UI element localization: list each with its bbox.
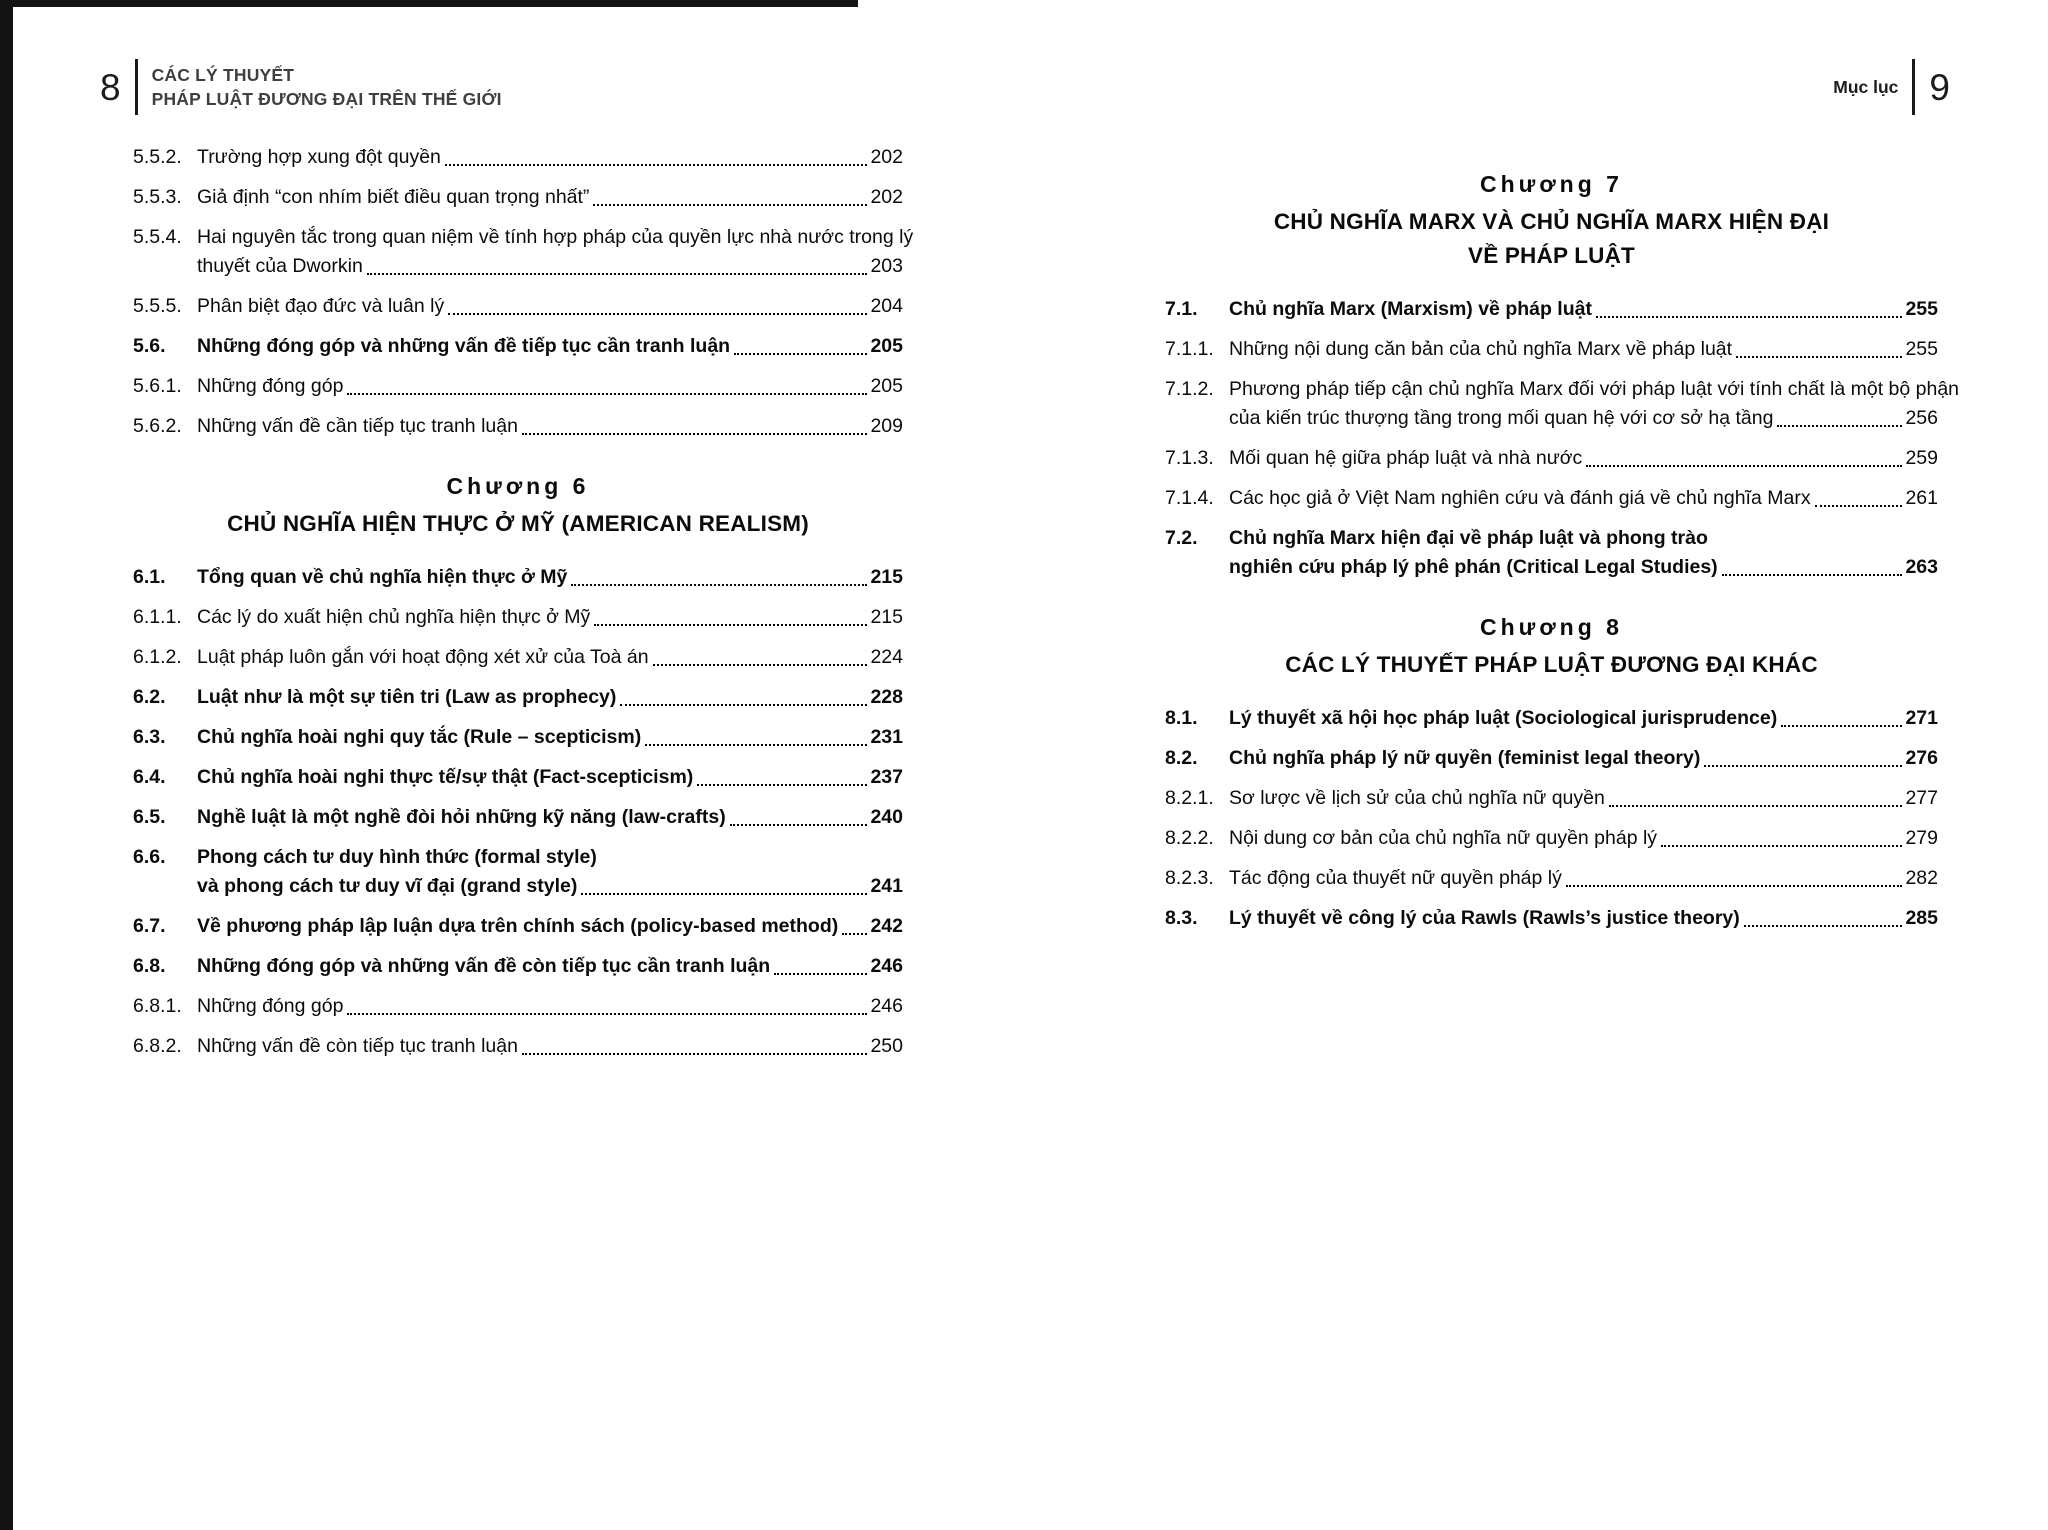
toc-entry-line bbox=[133, 763, 903, 792]
dot-leader bbox=[1661, 845, 1902, 847]
chapter-title-line: VỀ PHÁP LUẬT bbox=[1467, 243, 1635, 268]
toc-entry-line bbox=[1165, 553, 1938, 582]
toc-entry-number: 6.1.1. bbox=[133, 606, 182, 628]
toc-entry-number: 7.1.2. bbox=[1165, 378, 1214, 400]
toc-entry-number: 6.1.2. bbox=[133, 646, 182, 668]
toc-entry-number: 8.2.2. bbox=[1165, 827, 1214, 849]
toc-entry-text: Chủ nghĩa hoài nghi quy tắc (Rule – scepticism) bbox=[197, 726, 642, 748]
toc-entry-page: 279 bbox=[1905, 827, 1938, 849]
dot-leader bbox=[1781, 725, 1902, 727]
header-divider-left bbox=[135, 59, 138, 115]
toc-entry-number: 8.2. bbox=[1165, 747, 1198, 769]
dot-leader bbox=[1736, 356, 1902, 358]
toc-entry-text: Phân biệt đạo đức và luân lý bbox=[197, 295, 445, 317]
toc-entry bbox=[1165, 524, 1938, 582]
toc-entry-number: 5.5.3. bbox=[133, 186, 182, 208]
toc-entry-number: 6.8.1. bbox=[133, 995, 182, 1017]
toc-entry-text: Mối quan hệ giữa pháp luật và nhà nước bbox=[1229, 447, 1583, 469]
toc-entry-page: 271 bbox=[1905, 707, 1938, 729]
toc-entry-line bbox=[133, 292, 903, 321]
toc-entry-line bbox=[133, 872, 903, 901]
toc-entry-number: 7.1.4. bbox=[1165, 487, 1214, 509]
toc-entry-text: Chủ nghĩa hoài nghi thực tế/sự thật (Fact-scepticism) bbox=[197, 766, 694, 788]
toc-entry-line bbox=[1165, 524, 1938, 553]
toc-entry-text: Hai nguyên tắc trong quan niệm về tính hợp pháp của quyền lực nhà nước trong lý bbox=[197, 226, 914, 248]
page-number-right: 9 bbox=[1929, 66, 1950, 108]
toc-entry-page: 237 bbox=[870, 766, 903, 788]
toc-entry-line bbox=[133, 843, 903, 872]
toc-entry-page: 261 bbox=[1905, 487, 1938, 509]
toc-entry-text: Những đóng góp và những vấn đề tiếp tục cần tranh luận bbox=[197, 335, 731, 357]
dot-leader bbox=[1566, 885, 1903, 887]
toc-entry-number: 6.2. bbox=[133, 686, 166, 708]
toc-entry-page: 256 bbox=[1905, 407, 1938, 429]
toc-entry-line bbox=[1165, 704, 1938, 733]
toc-entry-text: Những nội dung căn bản của chủ nghĩa Marx về pháp luật bbox=[1229, 338, 1733, 360]
toc-entry-page: 241 bbox=[870, 875, 903, 897]
dot-leader bbox=[593, 204, 867, 206]
toc-entry bbox=[133, 603, 903, 632]
toc-entry-number: 5.5.4. bbox=[133, 226, 182, 248]
toc-entry bbox=[133, 292, 903, 321]
dot-leader bbox=[1596, 316, 1902, 318]
toc-entry bbox=[133, 332, 903, 361]
toc-entry-page: 282 bbox=[1905, 867, 1938, 889]
dot-leader bbox=[367, 273, 868, 275]
toc-entry-page: 246 bbox=[870, 955, 903, 977]
toc-entry bbox=[1165, 824, 1938, 853]
scan-edge-left bbox=[0, 0, 13, 1530]
toc-entry bbox=[133, 683, 903, 712]
toc-entry bbox=[1165, 444, 1938, 473]
toc-entry-text: Những đóng góp bbox=[197, 995, 344, 1017]
toc-entry-line bbox=[133, 143, 903, 172]
toc-entry-text: Những đóng góp và những vấn đề còn tiếp tục cần tranh luận bbox=[197, 955, 771, 977]
dot-leader bbox=[842, 933, 867, 935]
toc-entry-number: 7.2. bbox=[1165, 527, 1198, 549]
toc-entry-line bbox=[133, 992, 903, 1021]
toc-entry-line bbox=[1165, 444, 1938, 473]
chapter-heading bbox=[1165, 612, 1938, 682]
toc-entry-line bbox=[133, 563, 903, 592]
toc-entry-page: 276 bbox=[1905, 747, 1938, 769]
dot-leader bbox=[347, 1013, 867, 1015]
chapter-number: Chương 7 bbox=[1480, 171, 1623, 197]
toc-entry-line bbox=[1165, 864, 1938, 893]
chapter-number: Chương 6 bbox=[446, 473, 590, 499]
toc-entry-page: 240 bbox=[870, 806, 903, 828]
toc-entry-line bbox=[1165, 335, 1938, 364]
toc-entry-page: 215 bbox=[870, 606, 903, 628]
toc-entry-page: 202 bbox=[870, 186, 903, 208]
toc-entry-text: Các lý do xuất hiện chủ nghĩa hiện thực ở Mỹ bbox=[197, 606, 591, 628]
toc-entry-text: Chủ nghĩa pháp lý nữ quyền (feminist legal theory) bbox=[1229, 747, 1701, 769]
left-page-header bbox=[100, 55, 903, 119]
toc-entry-text: Nghề luật là một nghề đòi hỏi những kỹ năng (law-crafts) bbox=[197, 806, 726, 828]
toc-entry-number: 8.2.3. bbox=[1165, 867, 1214, 889]
toc-entry-line bbox=[133, 603, 903, 632]
toc-entry-text: Lý thuyết về công lý của Rawls (Rawls’s justice theory) bbox=[1229, 907, 1740, 929]
toc-entry-line bbox=[1165, 375, 1960, 404]
toc-entry bbox=[133, 223, 914, 281]
toc-right-column bbox=[1165, 169, 1960, 933]
toc-entry-text: Những vấn đề còn tiếp tục tranh luận bbox=[197, 1035, 518, 1057]
toc-entry bbox=[133, 412, 903, 441]
dot-leader bbox=[1609, 805, 1903, 807]
toc-entry-line bbox=[1165, 744, 1938, 773]
toc-entry-number: 6.3. bbox=[133, 726, 166, 748]
dot-leader bbox=[347, 393, 867, 395]
toc-entry-page: 277 bbox=[1905, 787, 1938, 809]
toc-entry-text: Tác động của thuyết nữ quyền pháp lý bbox=[1229, 867, 1562, 889]
toc-entry-number: 6.1. bbox=[133, 566, 166, 588]
page-number-left: 8 bbox=[100, 66, 121, 108]
toc-entry bbox=[133, 843, 903, 901]
toc-entry-number: 6.8. bbox=[133, 955, 166, 977]
chapter-title-line: CÁC LÝ THUYẾT PHÁP LUẬT ĐƯƠNG ĐẠI KHÁC bbox=[1285, 652, 1818, 677]
toc-entry-page: 285 bbox=[1905, 907, 1938, 929]
toc-entry-number: 5.6. bbox=[133, 335, 166, 357]
toc-entry-text: Về phương pháp lập luận dựa trên chính sách (policy-based method) bbox=[197, 915, 839, 937]
dot-leader bbox=[448, 313, 867, 315]
header-divider-right bbox=[1912, 59, 1915, 115]
chapter-number: Chương 8 bbox=[1480, 614, 1623, 640]
dot-leader bbox=[594, 624, 867, 626]
dot-leader bbox=[522, 1053, 868, 1055]
toc-entry-text: Các học giả ở Việt Nam nghiên cứu và đánh giá về chủ nghĩa Marx bbox=[1229, 487, 1811, 509]
toc-entry-line bbox=[133, 1032, 903, 1061]
dot-leader bbox=[1777, 425, 1902, 427]
toc-entry-text: Luật như là một sự tiên tri (Law as prophecy) bbox=[197, 686, 617, 708]
toc-entry bbox=[133, 372, 903, 401]
toc-entry-page: 250 bbox=[870, 1035, 903, 1057]
dot-leader bbox=[620, 704, 867, 706]
chapter-title-line: CHỦ NGHĨA HIỆN THỰC Ở MỸ (AMERICAN REALISM) bbox=[227, 511, 809, 536]
toc-entry bbox=[133, 763, 903, 792]
toc-entry-page: 203 bbox=[870, 255, 903, 277]
dot-leader bbox=[445, 164, 868, 166]
toc-entry-page: 202 bbox=[870, 146, 903, 168]
toc-entry-page: 263 bbox=[1905, 556, 1938, 578]
chapter-title-line: CHỦ NGHĨA MARX VÀ CHỦ NGHĨA MARX HIỆN ĐẠI bbox=[1273, 209, 1830, 234]
toc-entry-page: 228 bbox=[870, 686, 903, 708]
toc-entry-page: 204 bbox=[870, 295, 903, 317]
dot-leader bbox=[1744, 925, 1903, 927]
toc-entry bbox=[133, 803, 903, 832]
toc-entry-page: 224 bbox=[870, 646, 903, 668]
toc-entry-line bbox=[133, 803, 903, 832]
toc-entry-number: 8.2.1. bbox=[1165, 787, 1214, 809]
toc-entry-line bbox=[1165, 784, 1938, 813]
toc-entry-text: thuyết của Dworkin bbox=[197, 255, 363, 277]
toc-entry-page: 231 bbox=[870, 726, 903, 748]
toc-entry-text: Những vấn đề cần tiếp tục tranh luận bbox=[197, 415, 518, 437]
toc-entry-text: Lý thuyết xã hội học pháp luật (Sociological jurisprudence) bbox=[1229, 707, 1778, 729]
section-label: Mục lục bbox=[1833, 76, 1899, 97]
toc-entry-number: 7.1.3. bbox=[1165, 447, 1214, 469]
toc-entry-text: nghiên cứu pháp lý phê phán (Critical Legal Studies) bbox=[1229, 556, 1718, 578]
toc-entry-line bbox=[133, 643, 903, 672]
dot-leader bbox=[653, 664, 868, 666]
toc-entry-text: Phong cách tư duy hình thức (formal style) bbox=[197, 846, 597, 868]
toc-entry-page: 255 bbox=[1905, 338, 1938, 360]
toc-entry-number: 6.4. bbox=[133, 766, 166, 788]
toc-entry-line bbox=[133, 183, 903, 212]
dot-leader bbox=[1815, 505, 1903, 507]
book-title-line2: PHÁP LUẬT ĐƯƠNG ĐẠI TRÊN THẾ GIỚI bbox=[151, 89, 502, 109]
dot-leader bbox=[571, 584, 867, 586]
toc-entry bbox=[133, 992, 903, 1021]
toc-entry-text: và phong cách tư duy vĩ đại (grand style) bbox=[197, 875, 578, 897]
dot-leader bbox=[697, 784, 867, 786]
toc-entry-page: 209 bbox=[870, 415, 903, 437]
toc-entry-text: Chủ nghĩa Marx (Marxism) về pháp luật bbox=[1229, 298, 1592, 320]
toc-entry-number: 5.5.2. bbox=[133, 146, 182, 168]
toc-entry-page: 205 bbox=[870, 335, 903, 357]
toc-entry-line bbox=[1165, 904, 1938, 933]
toc-entry-page: 242 bbox=[870, 915, 903, 937]
toc-entry bbox=[1165, 375, 1960, 433]
toc-entry-number: 5.6.1. bbox=[133, 375, 182, 397]
toc-entry-text: Trường hợp xung đột quyền bbox=[197, 146, 441, 168]
toc-left-column bbox=[133, 143, 914, 1061]
toc-entry bbox=[1165, 904, 1938, 933]
toc-entry-line bbox=[133, 683, 903, 712]
dot-leader bbox=[522, 433, 868, 435]
toc-entry bbox=[1165, 784, 1938, 813]
toc-entry-line bbox=[1165, 484, 1938, 513]
toc-entry-page: 215 bbox=[870, 566, 903, 588]
dot-leader bbox=[730, 824, 868, 826]
toc-entry-line bbox=[1165, 295, 1938, 324]
toc-entry bbox=[1165, 335, 1938, 364]
toc-entry-line bbox=[133, 332, 903, 361]
toc-entry-text: Phương pháp tiếp cận chủ nghĩa Marx đối với pháp luật với tính chất là một bộ phận bbox=[1229, 378, 1960, 400]
toc-entry-number: 6.5. bbox=[133, 806, 166, 828]
toc-entry-number: 6.6. bbox=[133, 846, 166, 868]
scan-edge-top bbox=[0, 0, 858, 7]
toc-entry-number: 7.1. bbox=[1165, 298, 1198, 320]
toc-entry-text: Giả định “con nhím biết điều quan trọng nhất” bbox=[197, 186, 590, 208]
toc-entry bbox=[1165, 704, 1938, 733]
toc-entry bbox=[1165, 295, 1938, 324]
chapter-heading bbox=[133, 471, 903, 541]
toc-entry bbox=[1165, 744, 1938, 773]
toc-entry-line bbox=[133, 372, 903, 401]
dot-leader bbox=[581, 893, 867, 895]
toc-entry-line bbox=[1165, 824, 1938, 853]
toc-entry bbox=[133, 143, 903, 172]
toc-entry-text: Chủ nghĩa Marx hiện đại về pháp luật và phong trào bbox=[1229, 527, 1708, 549]
toc-entry bbox=[133, 952, 903, 981]
toc-entry-text: Tổng quan về chủ nghĩa hiện thực ở Mỹ bbox=[197, 566, 568, 588]
toc-entry-line bbox=[1165, 404, 1938, 433]
toc-entry bbox=[133, 723, 903, 752]
toc-entry-line bbox=[133, 952, 903, 981]
toc-entry-line bbox=[133, 912, 903, 941]
chapter-heading bbox=[1165, 169, 1938, 273]
toc-entry bbox=[133, 563, 903, 592]
toc-entry-line bbox=[133, 723, 903, 752]
toc-entry-number: 5.6.2. bbox=[133, 415, 182, 437]
book-title bbox=[152, 63, 502, 111]
toc-entry-line bbox=[133, 223, 914, 252]
toc-entry-line bbox=[133, 412, 903, 441]
toc-entry bbox=[133, 183, 903, 212]
page-right bbox=[1024, 0, 2048, 1530]
toc-entry-line bbox=[133, 252, 903, 281]
book-title-line1: CÁC LÝ THUYẾT bbox=[151, 65, 295, 85]
toc-entry-number: 6.7. bbox=[133, 915, 166, 937]
toc-entry-number: 8.3. bbox=[1165, 907, 1198, 929]
toc-entry bbox=[133, 643, 903, 672]
toc-entry bbox=[1165, 864, 1938, 893]
dot-leader bbox=[734, 353, 867, 355]
toc-entry-text: Luật pháp luôn gắn với hoạt động xét xử của Toà án bbox=[197, 646, 649, 668]
toc-entry-number: 7.1.1. bbox=[1165, 338, 1214, 360]
toc-entry-number: 6.8.2. bbox=[133, 1035, 182, 1057]
toc-entry-text: Nội dung cơ bản của chủ nghĩa nữ quyền pháp lý bbox=[1229, 827, 1658, 849]
toc-entry bbox=[133, 1032, 903, 1061]
toc-entry-text: Những đóng góp bbox=[197, 375, 344, 397]
right-page-header bbox=[1165, 55, 1950, 119]
toc-entry-text: của kiến trúc thượng tầng trong mối quan hệ với cơ sở hạ tầng bbox=[1229, 407, 1774, 429]
toc-entry-text: Sơ lược về lịch sử của chủ nghĩa nữ quyền bbox=[1229, 787, 1605, 809]
toc-entry bbox=[1165, 484, 1938, 513]
dot-leader bbox=[774, 973, 867, 975]
dot-leader bbox=[1704, 765, 1902, 767]
toc-entry-page: 205 bbox=[870, 375, 903, 397]
toc-entry-page: 259 bbox=[1905, 447, 1938, 469]
toc-entry-number: 5.5.5. bbox=[133, 295, 182, 317]
dot-leader bbox=[1586, 465, 1902, 467]
toc-entry bbox=[133, 912, 903, 941]
toc-entry-number: 8.1. bbox=[1165, 707, 1198, 729]
toc-entry-page: 246 bbox=[870, 995, 903, 1017]
dot-leader bbox=[1722, 574, 1903, 576]
toc-entry-page: 255 bbox=[1905, 298, 1938, 320]
dot-leader bbox=[645, 744, 867, 746]
